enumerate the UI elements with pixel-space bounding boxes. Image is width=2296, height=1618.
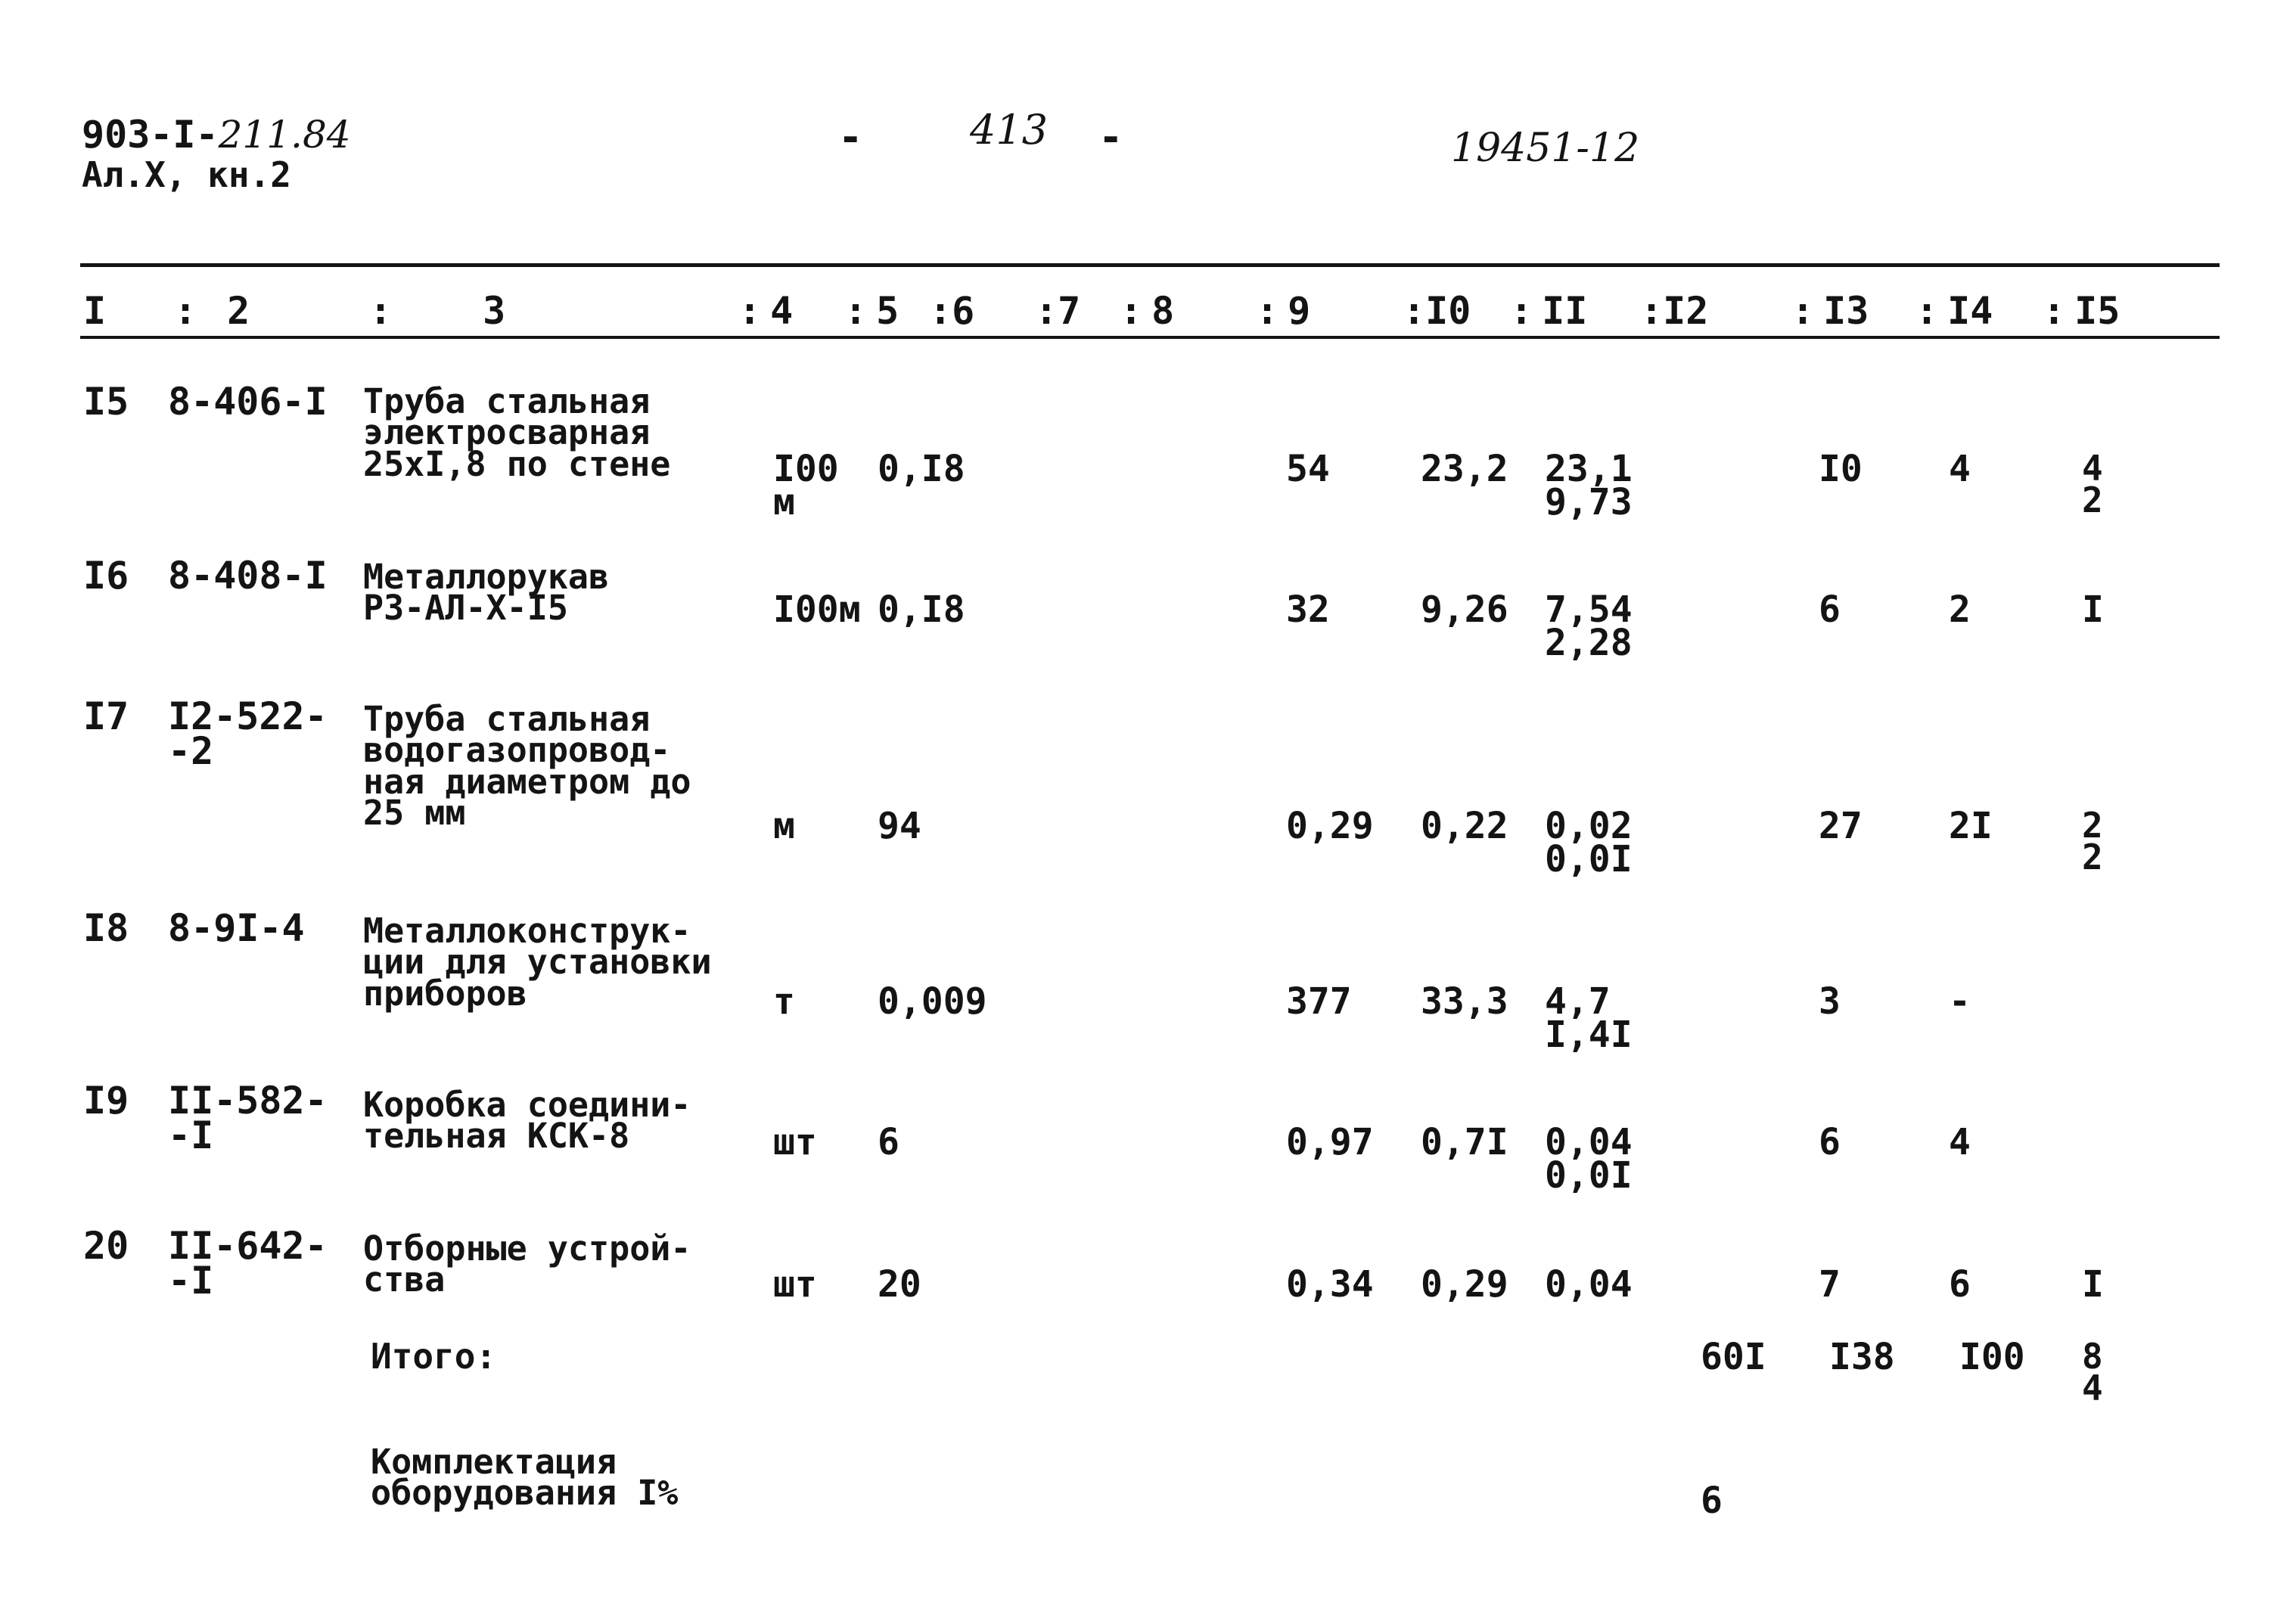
work-description: Металлоконструк- ции для установки приборов: [363, 911, 712, 1014]
column-10-value: 0,22: [1421, 805, 1508, 847]
rate-code: 8-408-I: [168, 554, 328, 598]
column-9-value: 0,34: [1286, 1263, 1374, 1306]
row-number: I6: [83, 554, 129, 598]
column-header-11: : II: [1510, 289, 1588, 333]
quantity: 0,009: [878, 980, 987, 1023]
column-header-3: : 3: [369, 289, 506, 333]
row-number: I5: [83, 380, 129, 424]
column-13-value: 6: [1819, 1121, 1841, 1163]
column-header-14: : I4: [1915, 289, 1993, 333]
column-11-value: 23,1 9,73: [1545, 448, 1633, 524]
column-10-value: 23,2: [1421, 448, 1508, 490]
work-description: Коробка соедини- тельная КСК-8: [363, 1085, 691, 1157]
column-11-value: 7,54 2,28: [1545, 589, 1633, 665]
work-description: Труба стальная электросварная 25xI,8 по стене: [363, 381, 671, 484]
work-description: Металлорукав РЗ-АЛ-Х-I5: [363, 557, 610, 629]
page-number: 413: [970, 106, 1049, 154]
column-15-value: I: [2082, 589, 2104, 631]
column-header-10: :I0: [1403, 289, 1471, 333]
handwritten-stamp: 19451-12: [1451, 126, 1640, 171]
column-header-12: :I2: [1640, 289, 1709, 333]
unit: шт: [773, 1121, 817, 1163]
total-column-14: I00: [1959, 1336, 2025, 1378]
column-14-value: -: [1949, 980, 1971, 1023]
column-9-value: 0,97: [1286, 1121, 1374, 1163]
rate-code: II-642- -I: [168, 1224, 328, 1303]
column-9-value: 32: [1286, 589, 1330, 631]
column-header-8: : 8: [1120, 289, 1175, 333]
page-dash-left: -: [838, 113, 863, 161]
unit: м: [773, 805, 795, 847]
column-10-value: 0,29: [1421, 1263, 1508, 1306]
column-14-value: 2: [1949, 589, 1971, 631]
column-header-15: : I5: [2043, 289, 2120, 333]
column-15-value: 2 2: [2082, 805, 2103, 878]
column-13-value: 3: [1819, 980, 1841, 1023]
column-15-value: I: [2082, 1263, 2104, 1306]
column-13-value: 27: [1819, 805, 1863, 847]
quantity: 20: [878, 1263, 921, 1306]
column-header-6: :6: [929, 289, 975, 333]
column-11-value: 0,04: [1545, 1263, 1633, 1306]
column-15-value: 4 2: [2082, 448, 2103, 521]
total-column-13: I38: [1829, 1336, 1895, 1378]
column-10-value: 33,3: [1421, 980, 1508, 1023]
column-header-5: : 5: [844, 289, 899, 333]
column-13-value: I0: [1819, 448, 1863, 490]
column-13-value: 7: [1819, 1263, 1841, 1306]
document-code-printed: 903-I-: [82, 113, 219, 157]
column-14-value: 4: [1949, 1121, 1971, 1163]
work-description: Труба стальная водогазопровод- ная диаметром до 25 мм: [363, 699, 691, 834]
column-11-value: 0,04 0,0I: [1545, 1121, 1633, 1197]
total-column-15: 8 4: [2082, 1336, 2103, 1409]
column-11-value: 4,7 I,4I: [1545, 980, 1633, 1057]
header-rule: [80, 336, 2220, 339]
album-reference: Ал.Х, кн.2: [82, 154, 291, 195]
column-9-value: 0,29: [1286, 805, 1374, 847]
total-column-12: 60I: [1701, 1336, 1766, 1378]
column-header-7: :7: [1035, 289, 1081, 333]
document-code-handwritten: 211.84: [218, 113, 351, 157]
quantity: 0,I8: [878, 448, 965, 490]
rate-code: 8-406-I: [168, 380, 328, 424]
unit: I00м: [773, 589, 861, 631]
equipment-completion-value: 6: [1701, 1480, 1723, 1522]
rate-code: I2-522- -2: [168, 694, 328, 773]
quantity: 0,I8: [878, 589, 965, 631]
column-header-2: : 2: [174, 289, 250, 333]
column-11-value: 0,02 0,0I: [1545, 805, 1633, 881]
equipment-completion-label: Комплектация оборудования I%: [371, 1442, 679, 1514]
column-header-9: : 9: [1256, 289, 1311, 333]
row-number: I7: [83, 694, 129, 738]
quantity: 94: [878, 805, 921, 847]
column-14-value: 6: [1949, 1263, 1971, 1306]
row-number: I8: [83, 906, 129, 950]
column-10-value: 0,7I: [1421, 1121, 1508, 1163]
column-9-value: 54: [1286, 448, 1330, 490]
rate-code: 8-9I-4: [168, 906, 305, 950]
column-9-value: 377: [1286, 980, 1352, 1023]
unit: т: [773, 980, 795, 1023]
row-number: 20: [83, 1224, 129, 1268]
column-header-4: : 4: [738, 289, 794, 333]
column-14-value: 2I: [1949, 805, 1993, 847]
document-code: [82, 113, 351, 156]
quantity: 6: [878, 1121, 899, 1163]
column-13-value: 6: [1819, 589, 1841, 631]
unit: I00 м: [773, 448, 839, 524]
total-label: Итого:: [371, 1336, 497, 1377]
unit: шт: [773, 1263, 817, 1306]
column-10-value: 9,26: [1421, 589, 1508, 631]
top-rule: [80, 263, 2220, 267]
row-number: I9: [83, 1079, 129, 1123]
column-header-1: I: [83, 289, 107, 333]
page-dash-right: -: [1098, 113, 1123, 161]
work-description: Отборные устрой- ства: [363, 1228, 691, 1300]
column-14-value: 4: [1949, 448, 1971, 490]
rate-code: II-582- -I: [168, 1079, 328, 1157]
column-header-13: : I3: [1791, 289, 1869, 333]
